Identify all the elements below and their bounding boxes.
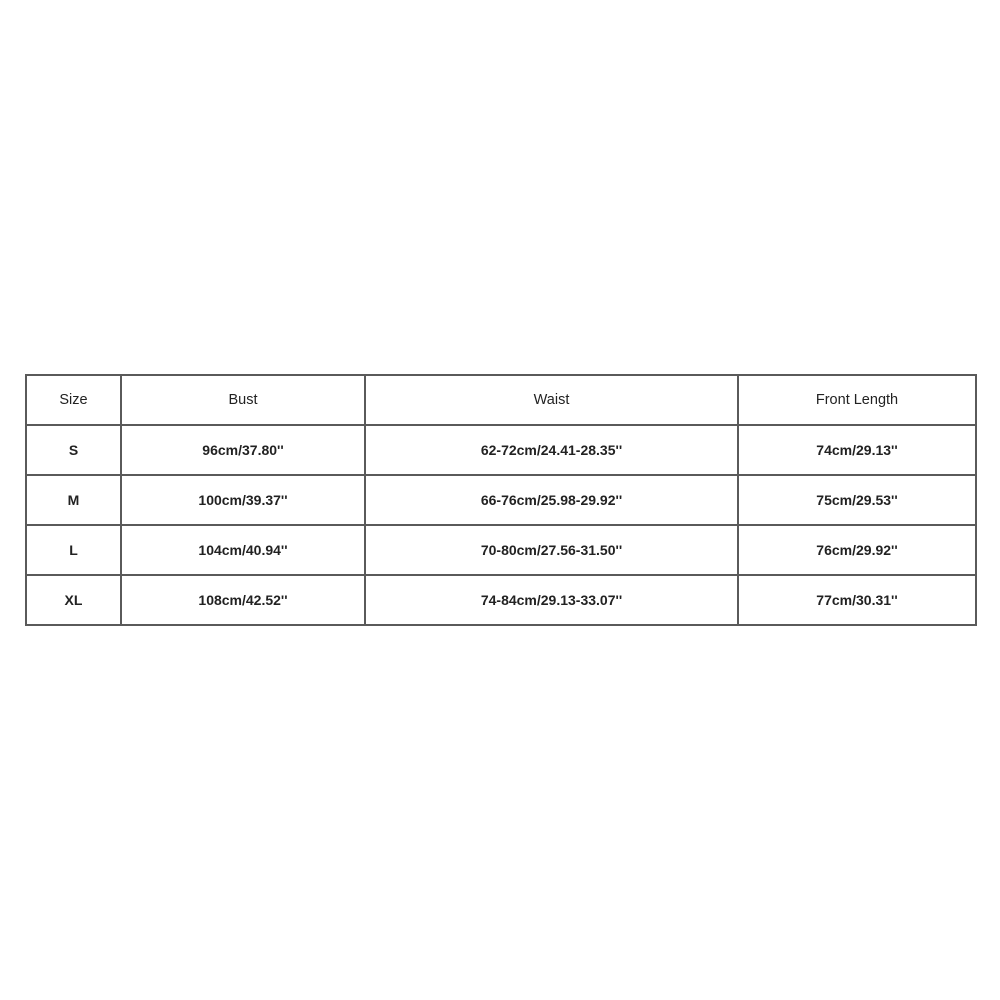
size-cell: L (26, 525, 121, 575)
header-waist: Waist (365, 375, 738, 425)
waist-cell: 74-84cm/29.13-33.07'' (365, 575, 738, 625)
front-length-cell: 77cm/30.31'' (738, 575, 976, 625)
header-front-length: Front Length (738, 375, 976, 425)
header-bust: Bust (121, 375, 365, 425)
front-length-cell: 75cm/29.53'' (738, 475, 976, 525)
size-cell: XL (26, 575, 121, 625)
table-row (26, 475, 976, 525)
waist-cell: 62-72cm/24.41-28.35'' (365, 425, 738, 475)
table-row (26, 425, 976, 475)
waist-cell: 70-80cm/27.56-31.50'' (365, 525, 738, 575)
header-size: Size (26, 375, 121, 425)
bust-cell: 100cm/39.37'' (121, 475, 365, 525)
table-row (26, 525, 976, 575)
table-row (26, 575, 976, 625)
bust-cell: 96cm/37.80'' (121, 425, 365, 475)
size-cell: M (26, 475, 121, 525)
front-length-cell: 76cm/29.92'' (738, 525, 976, 575)
waist-cell: 66-76cm/25.98-29.92'' (365, 475, 738, 525)
front-length-cell: 74cm/29.13'' (738, 425, 976, 475)
size-chart-table (25, 374, 977, 626)
size-cell: S (26, 425, 121, 475)
bust-cell: 104cm/40.94'' (121, 525, 365, 575)
table-header-row (26, 375, 976, 425)
bust-cell: 108cm/42.52'' (121, 575, 365, 625)
